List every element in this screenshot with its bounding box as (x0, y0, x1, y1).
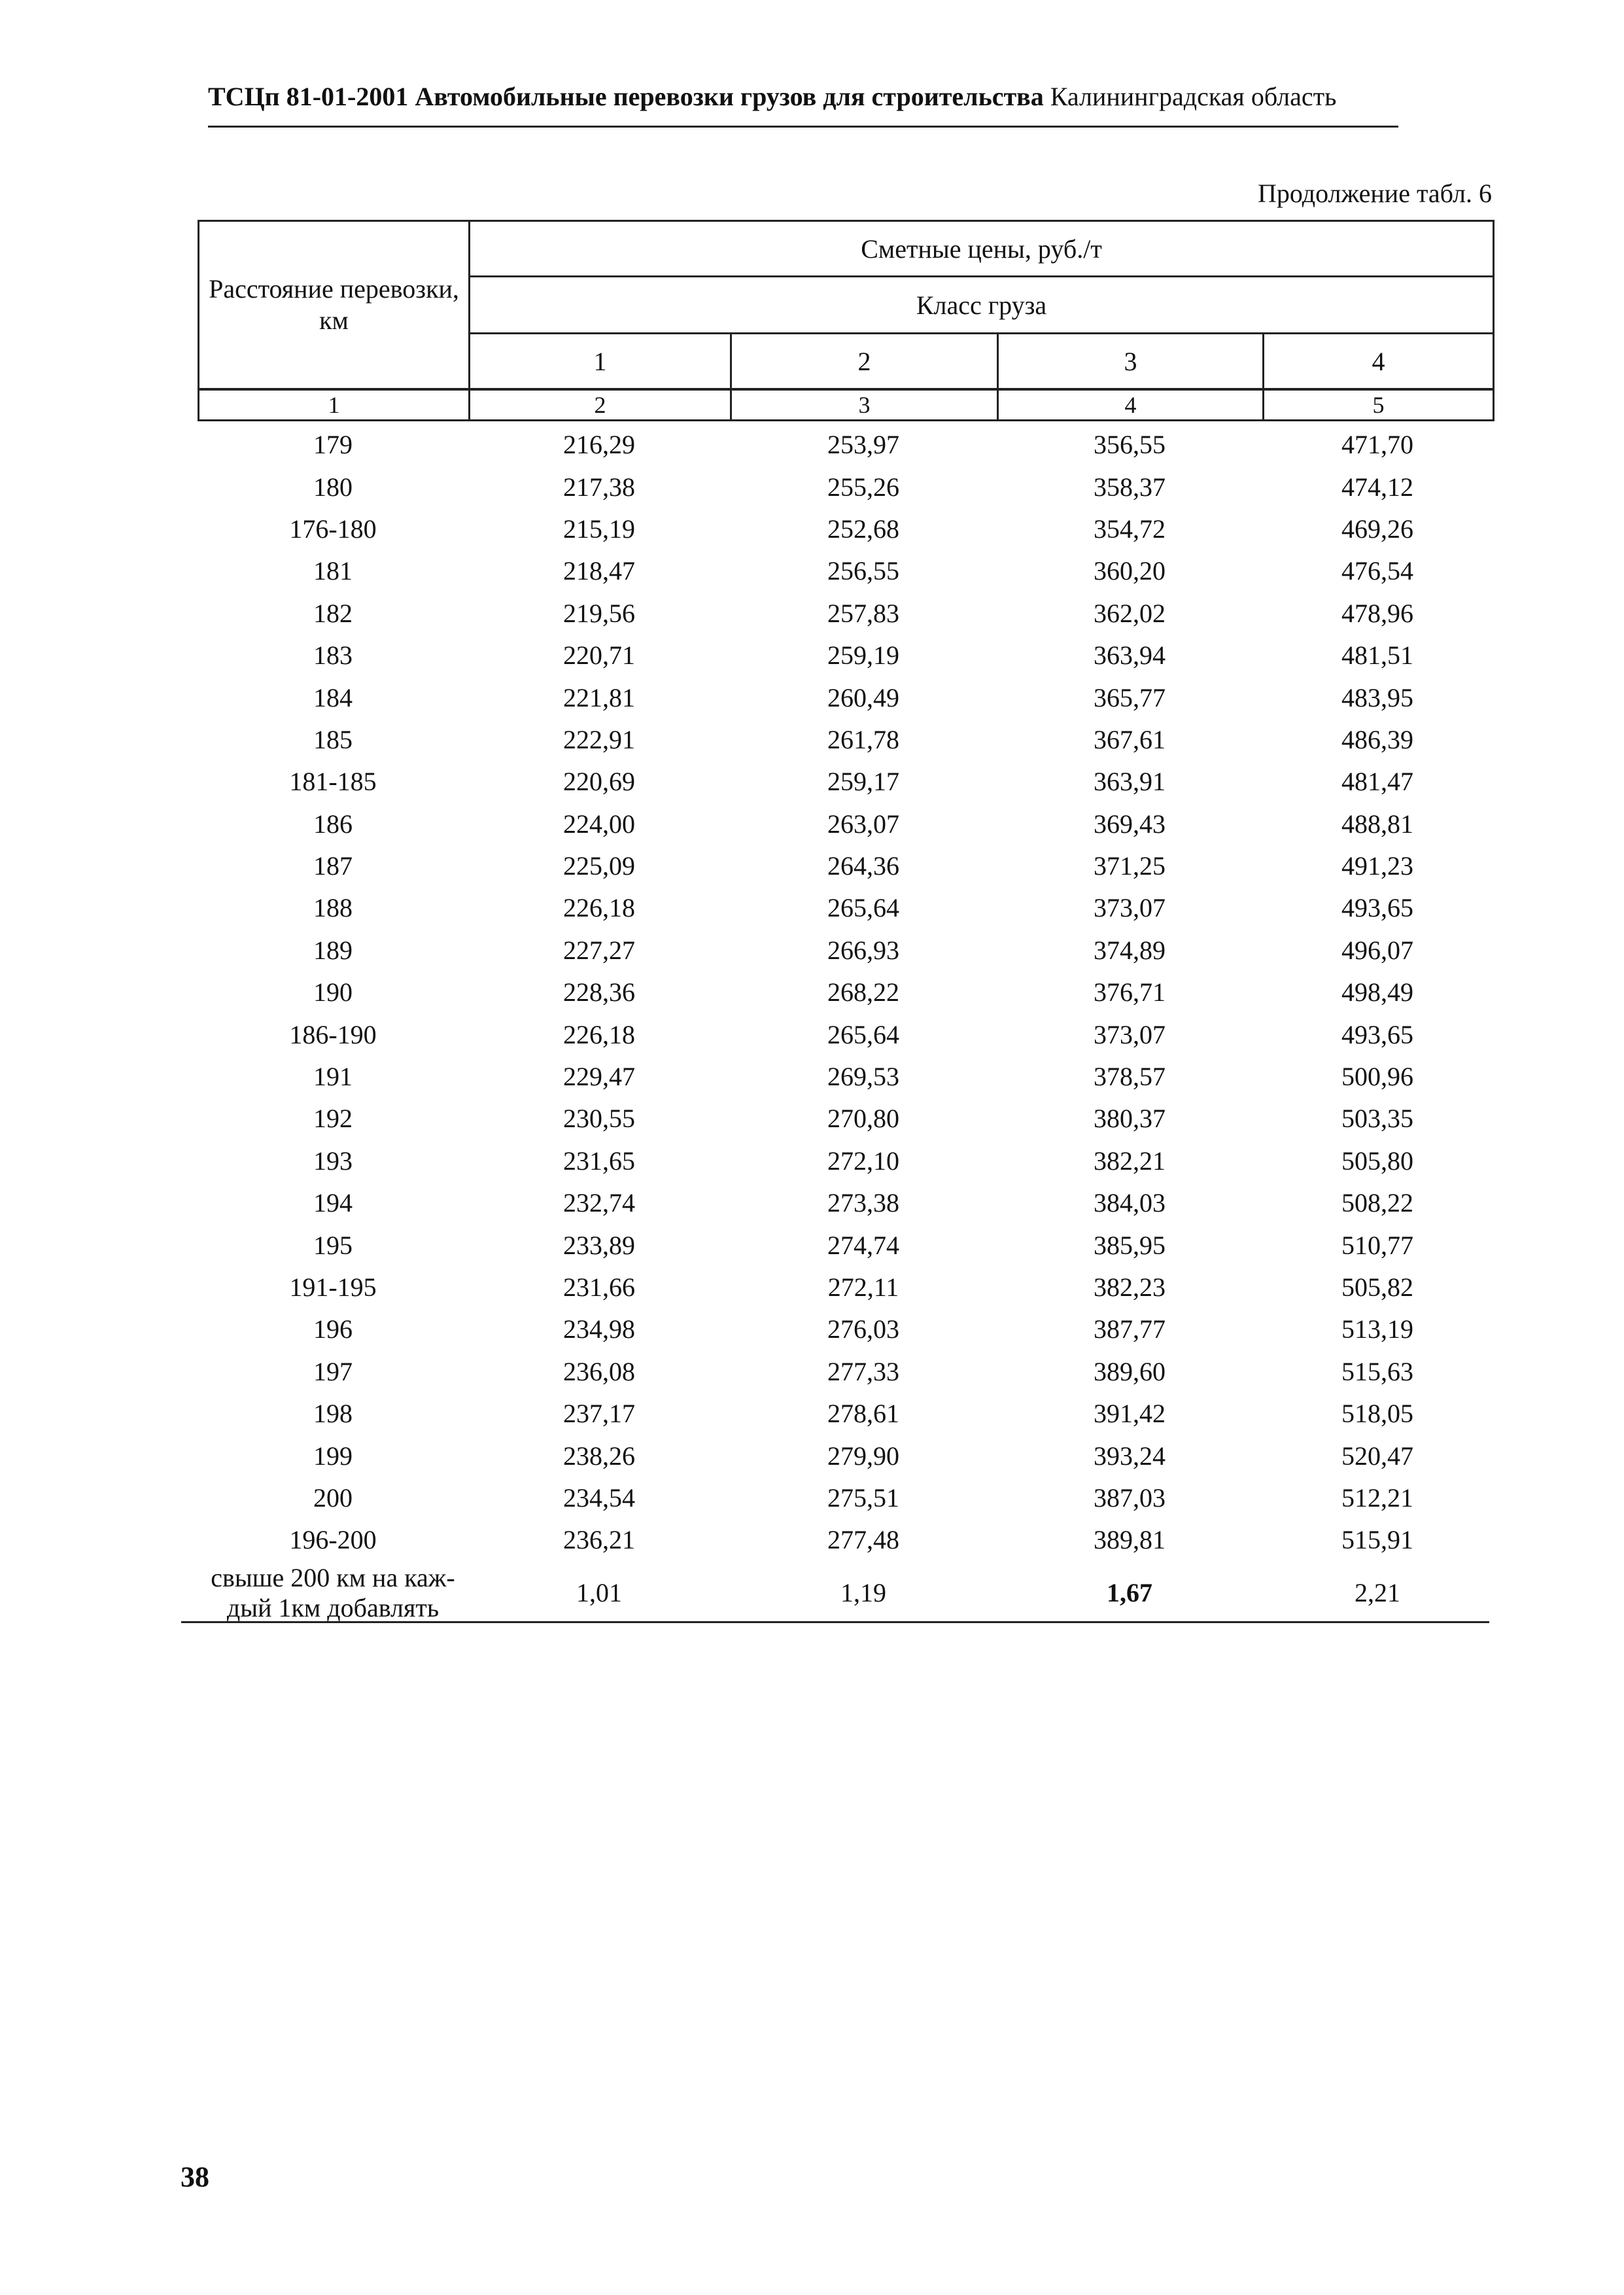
class-3-price: 387,77 (1094, 1314, 1166, 1344)
class-4-price: 510,77 (1341, 1230, 1413, 1260)
distance-cell: 186-190 (289, 1019, 377, 1049)
class-4-price: 515,63 (1341, 1356, 1413, 1386)
class-4-price: 493,65 (1341, 893, 1413, 923)
distance-cell: 196 (313, 1314, 353, 1344)
class-2-price: 263,07 (827, 809, 899, 839)
class-1-price: 216,29 (563, 430, 635, 460)
class-3-price: 363,94 (1094, 640, 1166, 671)
class-1-price: 238,26 (563, 1441, 635, 1471)
extra-km-class-4: 2,21 (1355, 1577, 1400, 1607)
distance-cell: 194 (313, 1188, 353, 1218)
class-2-price: 261,78 (827, 724, 899, 754)
class-1-price: 215,19 (563, 514, 635, 544)
table-row (198, 593, 1493, 635)
class-3-price: 382,21 (1094, 1146, 1166, 1176)
header-title-bold: ТСЦп 81-01-2001 Автомобильные перевозки грузов для строительства (208, 82, 1044, 111)
class-1-price: 220,69 (563, 767, 635, 797)
header-rule (208, 126, 1398, 128)
class-4-price: 493,65 (1341, 1019, 1413, 1049)
page-number: 38 (181, 2161, 209, 2193)
class-1-price: 232,74 (563, 1188, 635, 1218)
class-3-price: 391,42 (1094, 1399, 1166, 1429)
class-3-price: 389,81 (1094, 1525, 1166, 1555)
class-2-price: 259,19 (827, 640, 899, 671)
class-2-price: 272,11 (827, 1272, 899, 1302)
prices-header: Сметные цены, руб./т (470, 221, 1494, 277)
distance-cell: 181-185 (289, 767, 377, 797)
table-row (198, 1098, 1493, 1140)
class-3-price: 371,25 (1094, 851, 1166, 881)
class-3-price: 356,55 (1094, 430, 1166, 460)
class-2-price: 265,64 (827, 1019, 899, 1049)
class-header: Класс груза (470, 277, 1494, 334)
class-3-price: 378,57 (1094, 1062, 1166, 1092)
class-3-price: 382,23 (1094, 1272, 1166, 1302)
class-2-price: 277,48 (827, 1525, 899, 1555)
class-2-price: 257,83 (827, 598, 899, 628)
class-4-price: 520,47 (1341, 1441, 1413, 1471)
class-2-price: 279,90 (827, 1441, 899, 1471)
class-3-price: 380,37 (1094, 1104, 1166, 1134)
table-row-extra-km (198, 1562, 1493, 1624)
document-header (208, 77, 1398, 116)
distance-cell: 199 (313, 1441, 353, 1471)
table-row (198, 1435, 1493, 1477)
class-1-price: 226,18 (563, 893, 635, 923)
distance-cell: 198 (313, 1399, 353, 1429)
distance-cell: 186 (313, 809, 353, 839)
extra-km-class-1: 1,01 (576, 1577, 622, 1607)
class-3-price: 363,91 (1094, 767, 1166, 797)
class-2-price: 277,33 (827, 1356, 899, 1386)
table-row (198, 1267, 1493, 1308)
class-1-price: 234,98 (563, 1314, 635, 1344)
class-1-price: 237,17 (563, 1399, 635, 1429)
distance-cell: 195 (313, 1230, 353, 1260)
class-1-price: 233,89 (563, 1230, 635, 1260)
distance-cell: 180 (313, 472, 353, 502)
class-1-price: 234,54 (563, 1482, 635, 1513)
class-4-price: 496,07 (1341, 935, 1413, 965)
class-2-price: 272,10 (827, 1146, 899, 1176)
class-2-price: 253,97 (827, 430, 899, 460)
class-2-price: 268,22 (827, 977, 899, 1007)
class-3-price: 360,20 (1094, 556, 1166, 586)
class-2-price: 256,55 (827, 556, 899, 586)
class-2-price: 269,53 (827, 1062, 899, 1092)
class-1-price: 236,08 (563, 1356, 635, 1386)
class-2-price: 276,03 (827, 1314, 899, 1344)
class-3-price: 354,72 (1094, 514, 1166, 544)
class-1-header: 1 (470, 334, 731, 390)
column-number-2: 2 (470, 389, 731, 421)
class-1-price: 217,38 (563, 472, 635, 502)
class-1-price: 224,00 (563, 809, 635, 839)
table-row (198, 635, 1493, 676)
class-1-price: 229,47 (563, 1062, 635, 1092)
class-4-price: 512,21 (1341, 1482, 1413, 1513)
class-3-price: 387,03 (1094, 1482, 1166, 1513)
class-4-price: 518,05 (1341, 1399, 1413, 1429)
distance-cell: 192 (313, 1104, 353, 1134)
class-2-price: 259,17 (827, 767, 899, 797)
distance-cell: 197 (313, 1356, 353, 1386)
class-3-header: 3 (998, 334, 1264, 390)
class-1-price: 236,21 (563, 1525, 635, 1555)
column-number-1: 1 (199, 389, 470, 421)
class-3-price: 389,60 (1094, 1356, 1166, 1386)
table-row (198, 930, 1493, 972)
distance-cell: 191 (313, 1062, 353, 1092)
class-2-price: 266,93 (827, 935, 899, 965)
table-row (198, 1351, 1493, 1393)
class-4-header: 4 (1264, 334, 1494, 390)
class-2-price: 274,74 (827, 1230, 899, 1260)
class-2-price: 273,38 (827, 1188, 899, 1218)
class-2-price: 260,49 (827, 682, 899, 712)
distance-cell: 200 (313, 1482, 353, 1513)
class-2-price: 275,51 (827, 1482, 899, 1513)
extra-km-label-line1: свыше 200 км на каж- (211, 1562, 455, 1592)
table-row (198, 1393, 1493, 1435)
class-2-header: 2 (731, 334, 998, 390)
class-3-price: 365,77 (1094, 682, 1166, 712)
table-row (198, 1224, 1493, 1266)
class-1-price: 225,09 (563, 851, 635, 881)
class-4-price: 483,95 (1341, 682, 1413, 712)
table-row (198, 761, 1493, 803)
table-row (198, 424, 1493, 466)
distance-cell: 184 (313, 682, 353, 712)
table-row (198, 1013, 1493, 1055)
class-3-price: 373,07 (1094, 1019, 1166, 1049)
class-1-price: 228,36 (563, 977, 635, 1007)
class-1-price: 220,71 (563, 640, 635, 671)
table-row (198, 1056, 1493, 1098)
class-4-price: 508,22 (1341, 1188, 1413, 1218)
table-header (198, 220, 1494, 421)
distance-cell: 196-200 (289, 1525, 377, 1555)
class-1-price: 227,27 (563, 935, 635, 965)
class-4-price: 471,70 (1341, 430, 1413, 460)
class-1-price: 222,91 (563, 724, 635, 754)
distance-header: Расстояние перевозки, км (199, 221, 470, 390)
distance-cell: 193 (313, 1146, 353, 1176)
distance-cell: 191-195 (289, 1272, 377, 1302)
table-bottom-rule (181, 1621, 1489, 1623)
table-row (198, 676, 1493, 718)
class-3-price: 362,02 (1094, 598, 1166, 628)
distance-cell: 190 (313, 977, 353, 1007)
column-number-4: 4 (998, 389, 1264, 421)
class-3-price: 374,89 (1094, 935, 1166, 965)
class-3-price: 385,95 (1094, 1230, 1166, 1260)
class-4-price: 474,12 (1341, 472, 1413, 502)
column-number-5: 5 (1264, 389, 1494, 421)
class-4-price: 513,19 (1341, 1314, 1413, 1344)
table-row (198, 1308, 1493, 1350)
price-table-body (198, 424, 1493, 1624)
table-row (198, 550, 1493, 592)
distance-cell: 185 (313, 724, 353, 754)
class-3-price: 384,03 (1094, 1188, 1166, 1218)
table-row (198, 719, 1493, 761)
class-2-price: 270,80 (827, 1104, 899, 1134)
class-4-price: 481,51 (1341, 640, 1413, 671)
class-4-price: 498,49 (1341, 977, 1413, 1007)
table-row (198, 508, 1493, 550)
class-4-price: 481,47 (1341, 767, 1413, 797)
table-row (198, 887, 1493, 929)
table-row (198, 845, 1493, 887)
column-number-3: 3 (731, 389, 998, 421)
class-1-price: 231,65 (563, 1146, 635, 1176)
class-2-price: 265,64 (827, 893, 899, 923)
distance-cell: 182 (313, 598, 353, 628)
class-4-price: 505,82 (1341, 1272, 1413, 1302)
table-row (198, 1182, 1493, 1224)
class-3-price: 367,61 (1094, 724, 1166, 754)
table-row (198, 466, 1493, 508)
class-1-price: 230,55 (563, 1104, 635, 1134)
class-4-price: 500,96 (1341, 1062, 1413, 1092)
distance-cell: 179 (313, 430, 353, 460)
class-3-price: 369,43 (1094, 809, 1166, 839)
class-2-price: 255,26 (827, 472, 899, 502)
class-1-price: 226,18 (563, 1019, 635, 1049)
table-row (198, 1519, 1493, 1561)
class-4-price: 469,26 (1341, 514, 1413, 544)
table-row (198, 1477, 1493, 1519)
table-row (198, 972, 1493, 1013)
class-2-price: 264,36 (827, 851, 899, 881)
distance-cell: 181 (313, 556, 353, 586)
distance-cell: 188 (313, 893, 353, 923)
class-1-price: 221,81 (563, 682, 635, 712)
class-4-price: 486,39 (1341, 724, 1413, 754)
class-3-price: 393,24 (1094, 1441, 1166, 1471)
extra-km-label-line2: дый 1км добавлять (226, 1592, 440, 1622)
class-3-price: 376,71 (1094, 977, 1166, 1007)
extra-km-label (198, 1562, 468, 1624)
distance-cell: 189 (313, 935, 353, 965)
distance-cell: 183 (313, 640, 353, 671)
class-3-price: 373,07 (1094, 893, 1166, 923)
class-1-price: 231,66 (563, 1272, 635, 1302)
continuation-label: Продолжение табл. 6 (1258, 179, 1492, 208)
class-2-price: 252,68 (827, 514, 899, 544)
distance-cell: 176-180 (289, 514, 377, 544)
class-3-price: 358,37 (1094, 472, 1166, 502)
table-row (198, 803, 1493, 845)
header-title-region: Калининградская область (1050, 82, 1337, 111)
class-4-price: 515,91 (1341, 1525, 1413, 1555)
class-4-price: 488,81 (1341, 809, 1413, 839)
class-1-price: 219,56 (563, 598, 635, 628)
class-4-price: 503,35 (1341, 1104, 1413, 1134)
table-row (198, 1140, 1493, 1182)
class-4-price: 505,80 (1341, 1146, 1413, 1176)
class-4-price: 476,54 (1341, 556, 1413, 586)
class-4-price: 478,96 (1341, 598, 1413, 628)
extra-km-class-3: 1,67 (1107, 1577, 1152, 1607)
distance-cell: 187 (313, 851, 353, 881)
class-1-price: 218,47 (563, 556, 635, 586)
extra-km-class-2: 1,19 (840, 1577, 886, 1607)
class-4-price: 491,23 (1341, 851, 1413, 881)
class-2-price: 278,61 (827, 1399, 899, 1429)
